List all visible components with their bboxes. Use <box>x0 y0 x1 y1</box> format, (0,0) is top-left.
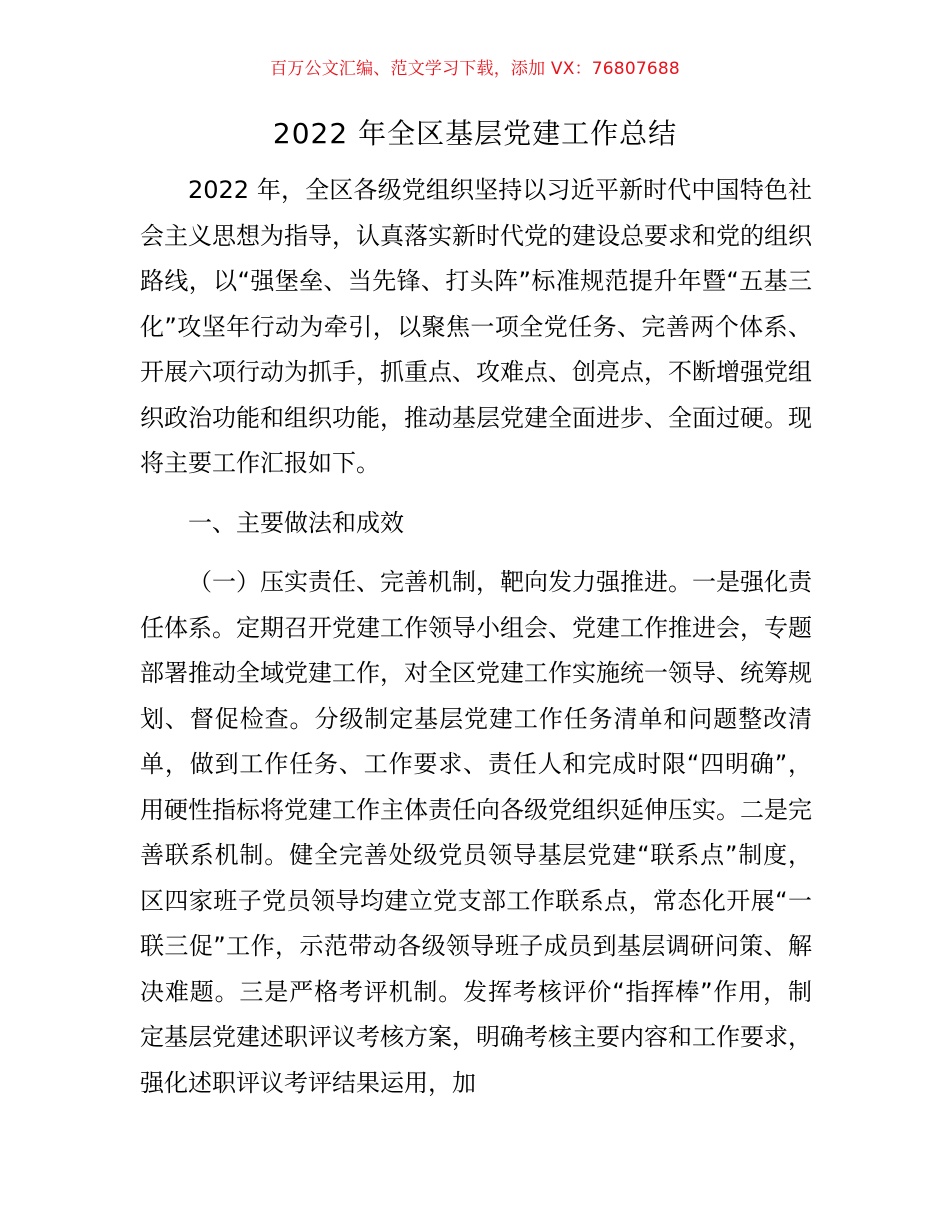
section-heading: 一、主要做法和成效 <box>188 508 404 537</box>
section-paragraph: （一）压实责任、完善机制，靶向发力强推进。一是强化责任体系。定期召开党建工作领导小组会、党建工作推进会，专题部署推动全域党建工作，对全区党建工作实施统一领导、统筹规划、督促检查。分级制定基层党建工作任务清单和问题整改清单，做到工作任务、工作要求、责任人和完成时限“四明确”，用硬性指标将党建工作主体责任向各级党组织延伸压实。二是完善联系机制。健全完善处级党员领导基层党建“联系点”制度，区四家班子党员领导均建立党支部工作联系点，常态化开展“一联三促”工作，示范带动各级领导班子成员到基层调研问策、解决难题。三是严格考评机制。发挥考核评价“指挥棒”作用，制定基层党建述职评议考核方案，明确考核主要内容和工作要求，强化述职评议考评结果运用，加 <box>140 568 812 1097</box>
document-title: 2022 年全区基层党建工作总结 <box>272 117 678 150</box>
watermark-header: 百万公文汇编、范文学习下载，添加 VX：76807688 <box>270 59 680 79</box>
intro-paragraph: 2022 年，全区各级党组织坚持以习近平新时代中国特色社会主义思想为指导，认真落实新时代党的建设总要求和党的组织路线，以“强堡垒、当先锋、打头阵”标准规范提升年暨“五基三化”攻坚年行动为牵引，以聚焦一项全党任务、完善两个体系、开展六项行动为抓手，抓重点、攻难点、创亮点，不断增强党组织政治功能和组织功能，推动基层党建全面进步、全面过硬。现将主要工作汇报如下。 <box>140 176 812 477</box>
document-body <box>140 168 812 1106</box>
